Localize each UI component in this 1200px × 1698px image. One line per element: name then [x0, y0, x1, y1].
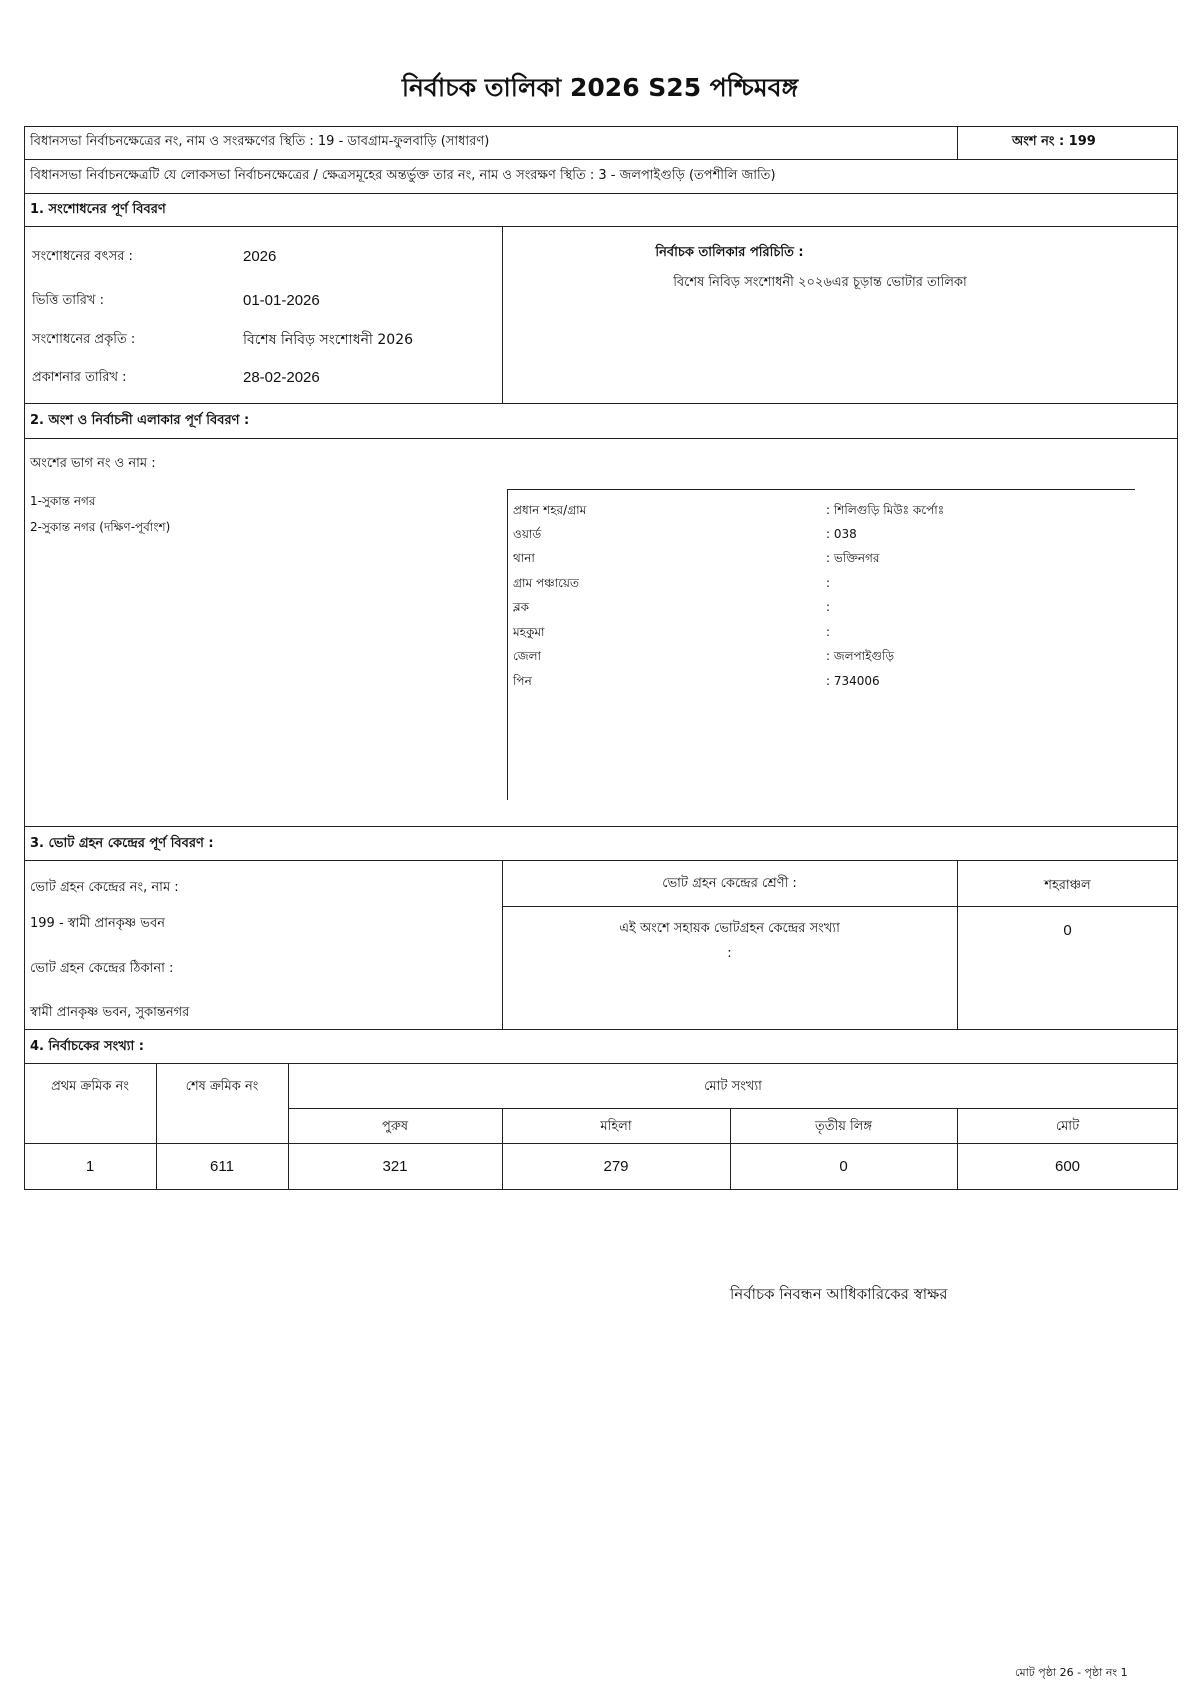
qualifying-date-label: ভিত্তি তারিখ : — [32, 293, 104, 308]
gram-panchayat-label: গ্রাম পঞ্চায়েত — [513, 576, 579, 590]
page-title: নির্বাচক তালিকা 2026 S25 পশ্চিমবঙ্গ — [401, 73, 799, 102]
roll-identification-value: বিশেষ নিবিড় সংশোধনী ২০২৬এর চূড়ান্ত ভোটার তালিকা — [673, 275, 967, 290]
divider — [24, 1029, 1178, 1030]
polling-station-label: ভোট গ্রহন কেন্দ্রের নং, নাম : — [30, 880, 179, 895]
revision-year-label: সংশোধনের বৎসর : — [32, 249, 133, 264]
revision-type-value: বিশেষ নিবিড় সংশোধনী 2026 — [243, 332, 414, 348]
publication-date-label: প্রকাশনার তারিখ : — [32, 370, 127, 385]
divider — [24, 1063, 1178, 1064]
qualifying-date-value: 01-01-2026 — [243, 292, 320, 309]
female-count: 279 — [603, 1158, 629, 1175]
divider — [957, 126, 958, 159]
main-town-value: : শিলিগুড়ি মিউঃ কর্পোঃ — [826, 503, 945, 517]
page-footer: মোট পৃষ্ঠা 26 - পৃষ্ঠা নং 1 — [1015, 1666, 1128, 1679]
female-header: মহিলা — [600, 1119, 632, 1134]
divider — [24, 1143, 1178, 1144]
divider — [507, 489, 508, 800]
polling-address-label: ভোট গ্রহন কেন্দ্রের ঠিকানা : — [30, 961, 174, 976]
publication-date-value: 28-02-2026 — [243, 369, 320, 386]
divider — [288, 1108, 1178, 1109]
block-value: : — [826, 600, 831, 614]
ward-value: : 038 — [826, 527, 857, 541]
pin-value: : 734006 — [826, 674, 880, 688]
parliament-constituency: বিধানসভা নির্বাচনক্ষেত্রটি যে লোকসভা নির্বাচনক্ষেত্রের / ক্ষেত্রসমূহের অন্তর্ভুক্ত তার নং, নাম ও সংরক্ষণ স্থিতি : 3 - জলপাইগুড়ি (তপশীলি জাতি) — [30, 168, 776, 183]
section-list-item: 1-সুকান্ত নগর — [30, 494, 96, 508]
section-2-heading: 2. অংশ ও নির্বাচনী এলাকার পূর্ণ বিবরণ : — [30, 413, 250, 428]
divider — [24, 403, 1178, 404]
section-list-label: অংশের ভাগ নং ও নাম : — [30, 456, 156, 471]
pin-label: পিন — [513, 674, 532, 688]
block-label: ব্লক — [513, 600, 530, 614]
divider — [24, 159, 1178, 160]
revision-year-value: 2026 — [243, 248, 277, 265]
roll-identification-label: নির্বাচক তালিকার পরিচিতি : — [655, 245, 804, 260]
district-label: জেলা — [513, 649, 542, 663]
signature-caption: নির্বাচক নিবন্ধন আধিকারিকের স্বাক্ষর — [730, 1285, 948, 1303]
total-count-header: মোট সংখ্যা — [704, 1079, 762, 1094]
first-serial-header: প্রথম ক্রমিক নং — [51, 1079, 129, 1094]
part-number: অংশ নং : 199 — [1012, 134, 1096, 149]
section-3-heading: 3. ভোট গ্রহন কেন্দ্রের পূর্ণ বিবরণ : — [30, 836, 214, 851]
section-4-heading: 4. নির্বাচকের সংখ্যা : — [30, 1039, 144, 1054]
divider — [24, 438, 1178, 439]
section-list-item: 2-সুকান্ত নগর (দক্ষিণ-পূর্বাংশ) — [30, 520, 171, 534]
divider — [502, 906, 1178, 907]
divider — [24, 193, 1178, 194]
auxiliary-stations-value: 0 — [1063, 922, 1072, 939]
divider — [24, 860, 1178, 861]
last-serial-value: 611 — [210, 1158, 234, 1175]
divider — [24, 226, 1178, 227]
police-station-label: থানা — [513, 551, 535, 565]
revision-type-label: সংশোধনের প্রকৃতি : — [32, 332, 136, 347]
male-count: 321 — [382, 1158, 408, 1175]
last-serial-header: শেষ ক্রমিক নং — [185, 1079, 259, 1094]
main-town-label: প্রধান শহর/গ্রাম — [513, 503, 587, 517]
sum-header: মোট — [1055, 1119, 1080, 1134]
polling-address-value: স্বামী প্রানকৃষ্ণ ভবন, সুকান্তনগর — [30, 1005, 190, 1020]
ward-label: ওয়ার্ড — [513, 527, 542, 541]
police-station-value: : ভক্তিনগর — [826, 551, 880, 565]
assembly-constituency: বিধানসভা নির্বাচনক্ষেত্রের নং, নাম ও সংরক্ষণের স্থিতি : 19 - ডাবগ্রাম-ফুলবাড়ি (সাধারণ) — [30, 134, 490, 149]
station-type-value: শহরাঞ্চল — [1044, 878, 1091, 893]
divider — [24, 826, 1178, 827]
auxiliary-stations-label: এই অংশে সহায়ক ভোটগ্রহন কেন্দ্রের সংখ্যা — [619, 921, 840, 936]
third-gender-header: তৃতীয় লিঙ্গ — [814, 1119, 873, 1134]
auxiliary-stations-colon: : — [727, 946, 732, 961]
polling-station-value: 199 - স্বামী প্রানকৃষ্ণ ভবন — [30, 916, 165, 931]
divider — [507, 489, 1135, 490]
district-value: : জলপাইগুড়ি — [826, 649, 895, 663]
male-header: পুরুষ — [382, 1119, 408, 1134]
subdivision-value: : — [826, 625, 831, 639]
total-count: 600 — [1054, 1158, 1081, 1175]
gram-panchayat-value: : — [826, 576, 831, 590]
first-serial-value: 1 — [85, 1158, 95, 1175]
third-gender-count: 0 — [839, 1158, 848, 1175]
subdivision-label: মহকুমা — [513, 625, 545, 639]
station-type-label: ভোট গ্রহন কেন্দ্রের শ্রেণী : — [662, 876, 797, 891]
section-1-heading: 1. সংশোধনের পূর্ণ বিবরণ — [30, 202, 166, 217]
